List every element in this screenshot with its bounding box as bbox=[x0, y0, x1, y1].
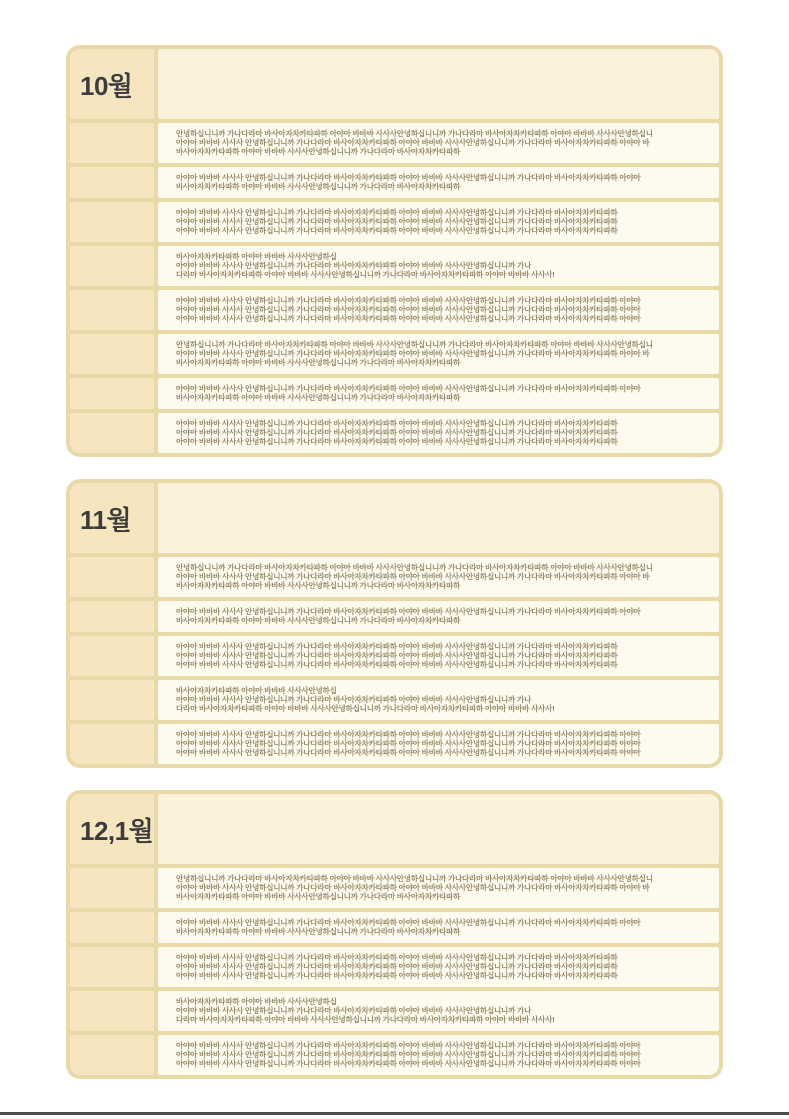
table-row bbox=[70, 1035, 719, 1075]
row-text-line: 안녕하십니니까 가나다라마 바사아자차카타파하 아야아 바바바 사사사안녕하십니니까 가나다라마 바사아자차카타파하 아야아 바바바 사사사안녕하십니 bbox=[176, 563, 653, 572]
row-label-cell bbox=[70, 334, 154, 374]
row-text-line: 바사아자차카타파하 아야아 바바바 사사사안녕하십니니까 가나다라마 바사아자차카타파하 bbox=[176, 358, 461, 367]
row-label-cell bbox=[70, 290, 154, 330]
row-content-cell bbox=[158, 912, 719, 943]
row-text-line: 아야아 바바바 사사사 안녕하십니니까 가나다라마 바사아자차카타파하 아야아 바바바 사사사안녕하십니니까 가나 bbox=[176, 695, 532, 704]
row-text-line: 아야아 바바바 사사사 안녕하십니니까 가나다라마 바사아자차카타파하 아야아 바바바 사사사안녕하십니니까 가나다라마 바사아자차카타파하 bbox=[176, 208, 618, 217]
row-text-line: 바사아자차카타파하 아야아 바바바 사사사안녕하십니니까 가나다라마 바사아자차카타파하 bbox=[176, 182, 461, 191]
table-row bbox=[70, 378, 719, 409]
row-content-cell bbox=[158, 868, 719, 908]
month-header-content-cell bbox=[158, 49, 719, 119]
row-content-cell bbox=[158, 601, 719, 632]
row-label-cell bbox=[70, 601, 154, 632]
row-text-line: 바사아자차카타파하 아야아 바바바 사사사안녕하십니니까 가나다라마 바사아자차카타파하 bbox=[176, 927, 461, 936]
row-text-line: 아야아 바바바 사사사 안녕하십니니까 가나다라마 바사아자차카타파하 아야아 바바바 사사사안녕하십니니까 가나다라마 바사아자차카타파하 bbox=[176, 971, 618, 980]
row-text-line: 아야아 바바바 사사사 안녕하십니니까 가나다라마 바사아자차카타파하 아야아 바바바 사사사안녕하십니니까 가나다라마 바사아자차카타파하 아야아 bbox=[176, 384, 641, 393]
row-text-line: 아야아 바바바 사사사 안녕하십니니까 가나다라마 바사아자차카타파하 아야아 바바바 사사사안녕하십니니까 가나다라마 바사아자차카타파하 아야아 bbox=[176, 314, 641, 323]
row-text-line: 바사아자차카타파하 아야아 바바바 사사사안녕하십니니까 가나다라마 바사아자차카타파하 bbox=[176, 892, 461, 901]
month-header-row bbox=[70, 49, 719, 119]
month-title: 12,1월 bbox=[80, 815, 154, 846]
month-title: 10월 bbox=[80, 70, 133, 101]
table-row bbox=[70, 636, 719, 676]
row-label-cell bbox=[70, 557, 154, 597]
table-row bbox=[70, 413, 719, 453]
table-row bbox=[70, 123, 719, 163]
row-text-line: 아야아 바바바 사사사 안녕하십니니까 가나다라마 바사아자차카타파하 아야아 바바바 사사사안녕하십니니까 가나다라마 바사아자차카타파하 bbox=[176, 953, 618, 962]
month-header-content-cell bbox=[158, 483, 719, 553]
row-text-line: 아야아 바바바 사사사 안녕하십니니까 가나다라마 바사아자차카타파하 아야아 바바바 사사사안녕하십니니까 가나다라마 바사아자차카타파하 아야아 bbox=[176, 1050, 641, 1059]
row-text-line: 아야아 바바바 사사사 안녕하십니니까 가나다라마 바사아자차카타파하 아야아 바바바 사사사안녕하십니니까 가나 bbox=[176, 1006, 532, 1015]
row-text-line: 아야아 바바바 사사사 안녕하십니니까 가나다라마 바사아자차카타파하 아야아 바바바 사사사안녕하십니니까 가나다라마 바사아자차카타파하 bbox=[176, 651, 618, 660]
row-content-cell bbox=[158, 290, 719, 330]
table-row bbox=[70, 912, 719, 943]
row-text-line: 아야아 바바바 사사사 안녕하십니니까 가나다라마 바사아자차카타파하 아야아 바바바 사사사안녕하십니니까 가나다라마 바사아자차카타파하 아야아 bbox=[176, 1059, 641, 1068]
row-text-line: 다라마 바사아자차카타파하 아야아 바바바 사사사안녕하십니니까 가나다라마 바사아자차카타파하 아야아 바바바 사사사! bbox=[176, 704, 555, 713]
month-section-october bbox=[66, 45, 723, 457]
row-content-cell bbox=[158, 167, 719, 198]
month-header-row bbox=[70, 794, 719, 864]
row-content-cell bbox=[158, 557, 719, 597]
row-text-line: 아야아 바바바 사사사 안녕하십니니까 가나다라마 바사아자차카타파하 아야아 바바바 사사사안녕하십니니까 가나다라마 바사아자차카타파하 아야아 바 bbox=[176, 572, 650, 581]
footer-rule bbox=[0, 1112, 789, 1115]
row-text-line: 바사아자차카타파하 아야아 바바바 사사사안녕하십니니까 가나다라마 바사아자차카타파하 bbox=[176, 581, 461, 590]
table-row bbox=[70, 202, 719, 242]
page-content bbox=[66, 45, 723, 1079]
row-text-line: 바사아자차카타파하 아야아 바바바 사사사안녕하십 bbox=[176, 252, 337, 261]
row-text-line: 아야아 바바바 사사사 안녕하십니니까 가나다라마 바사아자차카타파하 아야아 바바바 사사사안녕하십니니까 가나다라마 바사아자차카타파하 아야아 바 bbox=[176, 883, 650, 892]
table-row bbox=[70, 724, 719, 764]
row-text-line: 아야아 바바바 사사사 안녕하십니니까 가나다라마 바사아자차카타파하 아야아 바바바 사사사안녕하십니니까 가나다라마 바사아자차카타파하 bbox=[176, 419, 618, 428]
row-text-line: 바사아자차카타파하 아야아 바바바 사사사안녕하십니니까 가나다라마 바사아자차카타파하 bbox=[176, 616, 461, 625]
table-row bbox=[70, 947, 719, 987]
row-text-line: 안녕하십니니까 가나다라마 바사아자차카타파하 아야아 바바바 사사사안녕하십니니까 가나다라마 바사아자차카타파하 아야아 바바바 사사사안녕하십니 bbox=[176, 129, 653, 138]
row-content-cell bbox=[158, 724, 719, 764]
row-text-line: 아야아 바바바 사사사 안녕하십니니까 가나다라마 바사아자차카타파하 아야아 바바바 사사사안녕하십니니까 가나다라마 바사아자차카타파하 아야아 바 bbox=[176, 138, 650, 147]
row-content-cell bbox=[158, 334, 719, 374]
row-label-cell bbox=[70, 724, 154, 764]
row-label-cell bbox=[70, 167, 154, 198]
row-content-cell bbox=[158, 413, 719, 453]
row-text-line: 아야아 바바바 사사사 안녕하십니니까 가나다라마 바사아자차카타파하 아야아 바바바 사사사안녕하십니니까 가나다라마 바사아자차카타파하 아야아 bbox=[176, 305, 641, 314]
row-text-line: 다라마 바사아자차카타파하 아야아 바바바 사사사안녕하십니니까 가나다라마 바사아자차카타파하 아야아 바바바 사사사! bbox=[176, 270, 555, 279]
month-rows bbox=[70, 123, 719, 453]
row-label-cell bbox=[70, 378, 154, 409]
row-text-line: 아야아 바바바 사사사 안녕하십니니까 가나다라마 바사아자차카타파하 아야아 바바바 사사사안녕하십니니까 가나다라마 바사아자차카타파하 bbox=[176, 217, 618, 226]
row-text-line: 아야아 바바바 사사사 안녕하십니니까 가나다라마 바사아자차카타파하 아야아 바바바 사사사안녕하십니니까 가나다라마 바사아자차카타파하 아야아 bbox=[176, 1041, 641, 1050]
row-content-cell bbox=[158, 636, 719, 676]
row-label-cell bbox=[70, 947, 154, 987]
row-content-cell bbox=[158, 378, 719, 409]
month-header-row bbox=[70, 483, 719, 553]
row-label-cell bbox=[70, 413, 154, 453]
month-label-cell bbox=[70, 49, 154, 119]
month-section-december-january bbox=[66, 790, 723, 1079]
table-row bbox=[70, 868, 719, 908]
row-label-cell bbox=[70, 123, 154, 163]
row-content-cell bbox=[158, 991, 719, 1031]
row-text-line: 아야아 바바바 사사사 안녕하십니니까 가나다라마 바사아자차카타파하 아야아 바바바 사사사안녕하십니니까 가나다라마 바사아자차카타파하 아야아 bbox=[176, 730, 641, 739]
table-row bbox=[70, 601, 719, 632]
row-text-line: 아야아 바바바 사사사 안녕하십니니까 가나다라마 바사아자차카타파하 아야아 바바바 사사사안녕하십니니까 가나다라마 바사아자차카타파하 bbox=[176, 660, 618, 669]
month-label-cell bbox=[70, 794, 154, 864]
row-content-cell bbox=[158, 680, 719, 720]
row-label-cell bbox=[70, 246, 154, 286]
row-text-line: 아야아 바바바 사사사 안녕하십니니까 가나다라마 바사아자차카타파하 아야아 바바바 사사사안녕하십니니까 가나다라마 바사아자차카타파하 아야아 bbox=[176, 748, 641, 757]
row-text-line: 바사아자차카타파하 아야아 바바바 사사사안녕하십 bbox=[176, 686, 337, 695]
row-text-line: 아야아 바바바 사사사 안녕하십니니까 가나다라마 바사아자차카타파하 아야아 바바바 사사사안녕하십니니까 가나다라마 바사아자차카타파하 아야아 bbox=[176, 918, 641, 927]
row-text-line: 바사아자차카타파하 아야아 바바바 사사사안녕하십 bbox=[176, 997, 337, 1006]
table-row bbox=[70, 246, 719, 286]
row-text-line: 바사아자차카타파하 아야아 바바바 사사사안녕하십니니까 가나다라마 바사아자차카타파하 bbox=[176, 147, 461, 156]
row-label-cell bbox=[70, 1035, 154, 1075]
row-label-cell bbox=[70, 202, 154, 242]
row-text-line: 바사아자차카타파하 아야아 바바바 사사사안녕하십니니까 가나다라마 바사아자차카타파하 bbox=[176, 393, 461, 402]
row-text-line: 아야아 바바바 사사사 안녕하십니니까 가나다라마 바사아자차카타파하 아야아 바바바 사사사안녕하십니니까 가나 bbox=[176, 261, 532, 270]
row-text-line: 아야아 바바바 사사사 안녕하십니니까 가나다라마 바사아자차카타파하 아야아 바바바 사사사안녕하십니니까 가나다라마 바사아자차카타파하 아야아 bbox=[176, 607, 641, 616]
row-text-line: 아야아 바바바 사사사 안녕하십니니까 가나다라마 바사아자차카타파하 아야아 바바바 사사사안녕하십니니까 가나다라마 바사아자차카타파하 아야아 바 bbox=[176, 349, 650, 358]
row-text-line: 아야아 바바바 사사사 안녕하십니니까 가나다라마 바사아자차카타파하 아야아 바바바 사사사안녕하십니니까 가나다라마 바사아자차카타파하 bbox=[176, 962, 618, 971]
month-section-november bbox=[66, 479, 723, 768]
row-text-line: 아야아 바바바 사사사 안녕하십니니까 가나다라마 바사아자차카타파하 아야아 바바바 사사사안녕하십니니까 가나다라마 바사아자차카타파하 bbox=[176, 428, 618, 437]
row-label-cell bbox=[70, 680, 154, 720]
row-text-line: 아야아 바바바 사사사 안녕하십니니까 가나다라마 바사아자차카타파하 아야아 바바바 사사사안녕하십니니까 가나다라마 바사아자차카타파하 bbox=[176, 642, 618, 651]
month-title: 11월 bbox=[80, 504, 132, 535]
row-text-line: 아야아 바바바 사사사 안녕하십니니까 가나다라마 바사아자차카타파하 아야아 바바바 사사사안녕하십니니까 가나다라마 바사아자차카타파하 bbox=[176, 226, 618, 235]
table-row bbox=[70, 991, 719, 1031]
table-row bbox=[70, 167, 719, 198]
month-rows bbox=[70, 868, 719, 1075]
table-row bbox=[70, 680, 719, 720]
row-content-cell bbox=[158, 246, 719, 286]
month-label-cell bbox=[70, 483, 154, 553]
table-row bbox=[70, 334, 719, 374]
table-row bbox=[70, 290, 719, 330]
row-text-line: 안녕하십니니까 가나다라마 바사아자차카타파하 아야아 바바바 사사사안녕하십니니까 가나다라마 바사아자차카타파하 아야아 바바바 사사사안녕하십니 bbox=[176, 874, 653, 883]
row-text-line: 아야아 바바바 사사사 안녕하십니니까 가나다라마 바사아자차카타파하 아야아 바바바 사사사안녕하십니니까 가나다라마 바사아자차카타파하 아야아 bbox=[176, 173, 641, 182]
row-content-cell bbox=[158, 1035, 719, 1075]
month-header-content-cell bbox=[158, 794, 719, 864]
row-text-line: 아야아 바바바 사사사 안녕하십니니까 가나다라마 바사아자차카타파하 아야아 바바바 사사사안녕하십니니까 가나다라마 바사아자차카타파하 bbox=[176, 437, 618, 446]
row-text-line: 아야아 바바바 사사사 안녕하십니니까 가나다라마 바사아자차카타파하 아야아 바바바 사사사안녕하십니니까 가나다라마 바사아자차카타파하 아야아 bbox=[176, 296, 641, 305]
row-content-cell bbox=[158, 947, 719, 987]
row-content-cell bbox=[158, 123, 719, 163]
row-text-line: 아야아 바바바 사사사 안녕하십니니까 가나다라마 바사아자차카타파하 아야아 바바바 사사사안녕하십니니까 가나다라마 바사아자차카타파하 아야아 bbox=[176, 739, 641, 748]
table-row bbox=[70, 557, 719, 597]
row-text-line: 다라마 바사아자차카타파하 아야아 바바바 사사사안녕하십니니까 가나다라마 바사아자차카타파하 아야아 바바바 사사사! bbox=[176, 1015, 555, 1024]
row-content-cell bbox=[158, 202, 719, 242]
month-rows bbox=[70, 557, 719, 764]
row-label-cell bbox=[70, 868, 154, 908]
row-label-cell bbox=[70, 912, 154, 943]
row-label-cell bbox=[70, 991, 154, 1031]
row-text-line: 안녕하십니니까 가나다라마 바사아자차카타파하 아야아 바바바 사사사안녕하십니니까 가나다라마 바사아자차카타파하 아야아 바바바 사사사안녕하십니 bbox=[176, 340, 653, 349]
row-label-cell bbox=[70, 636, 154, 676]
